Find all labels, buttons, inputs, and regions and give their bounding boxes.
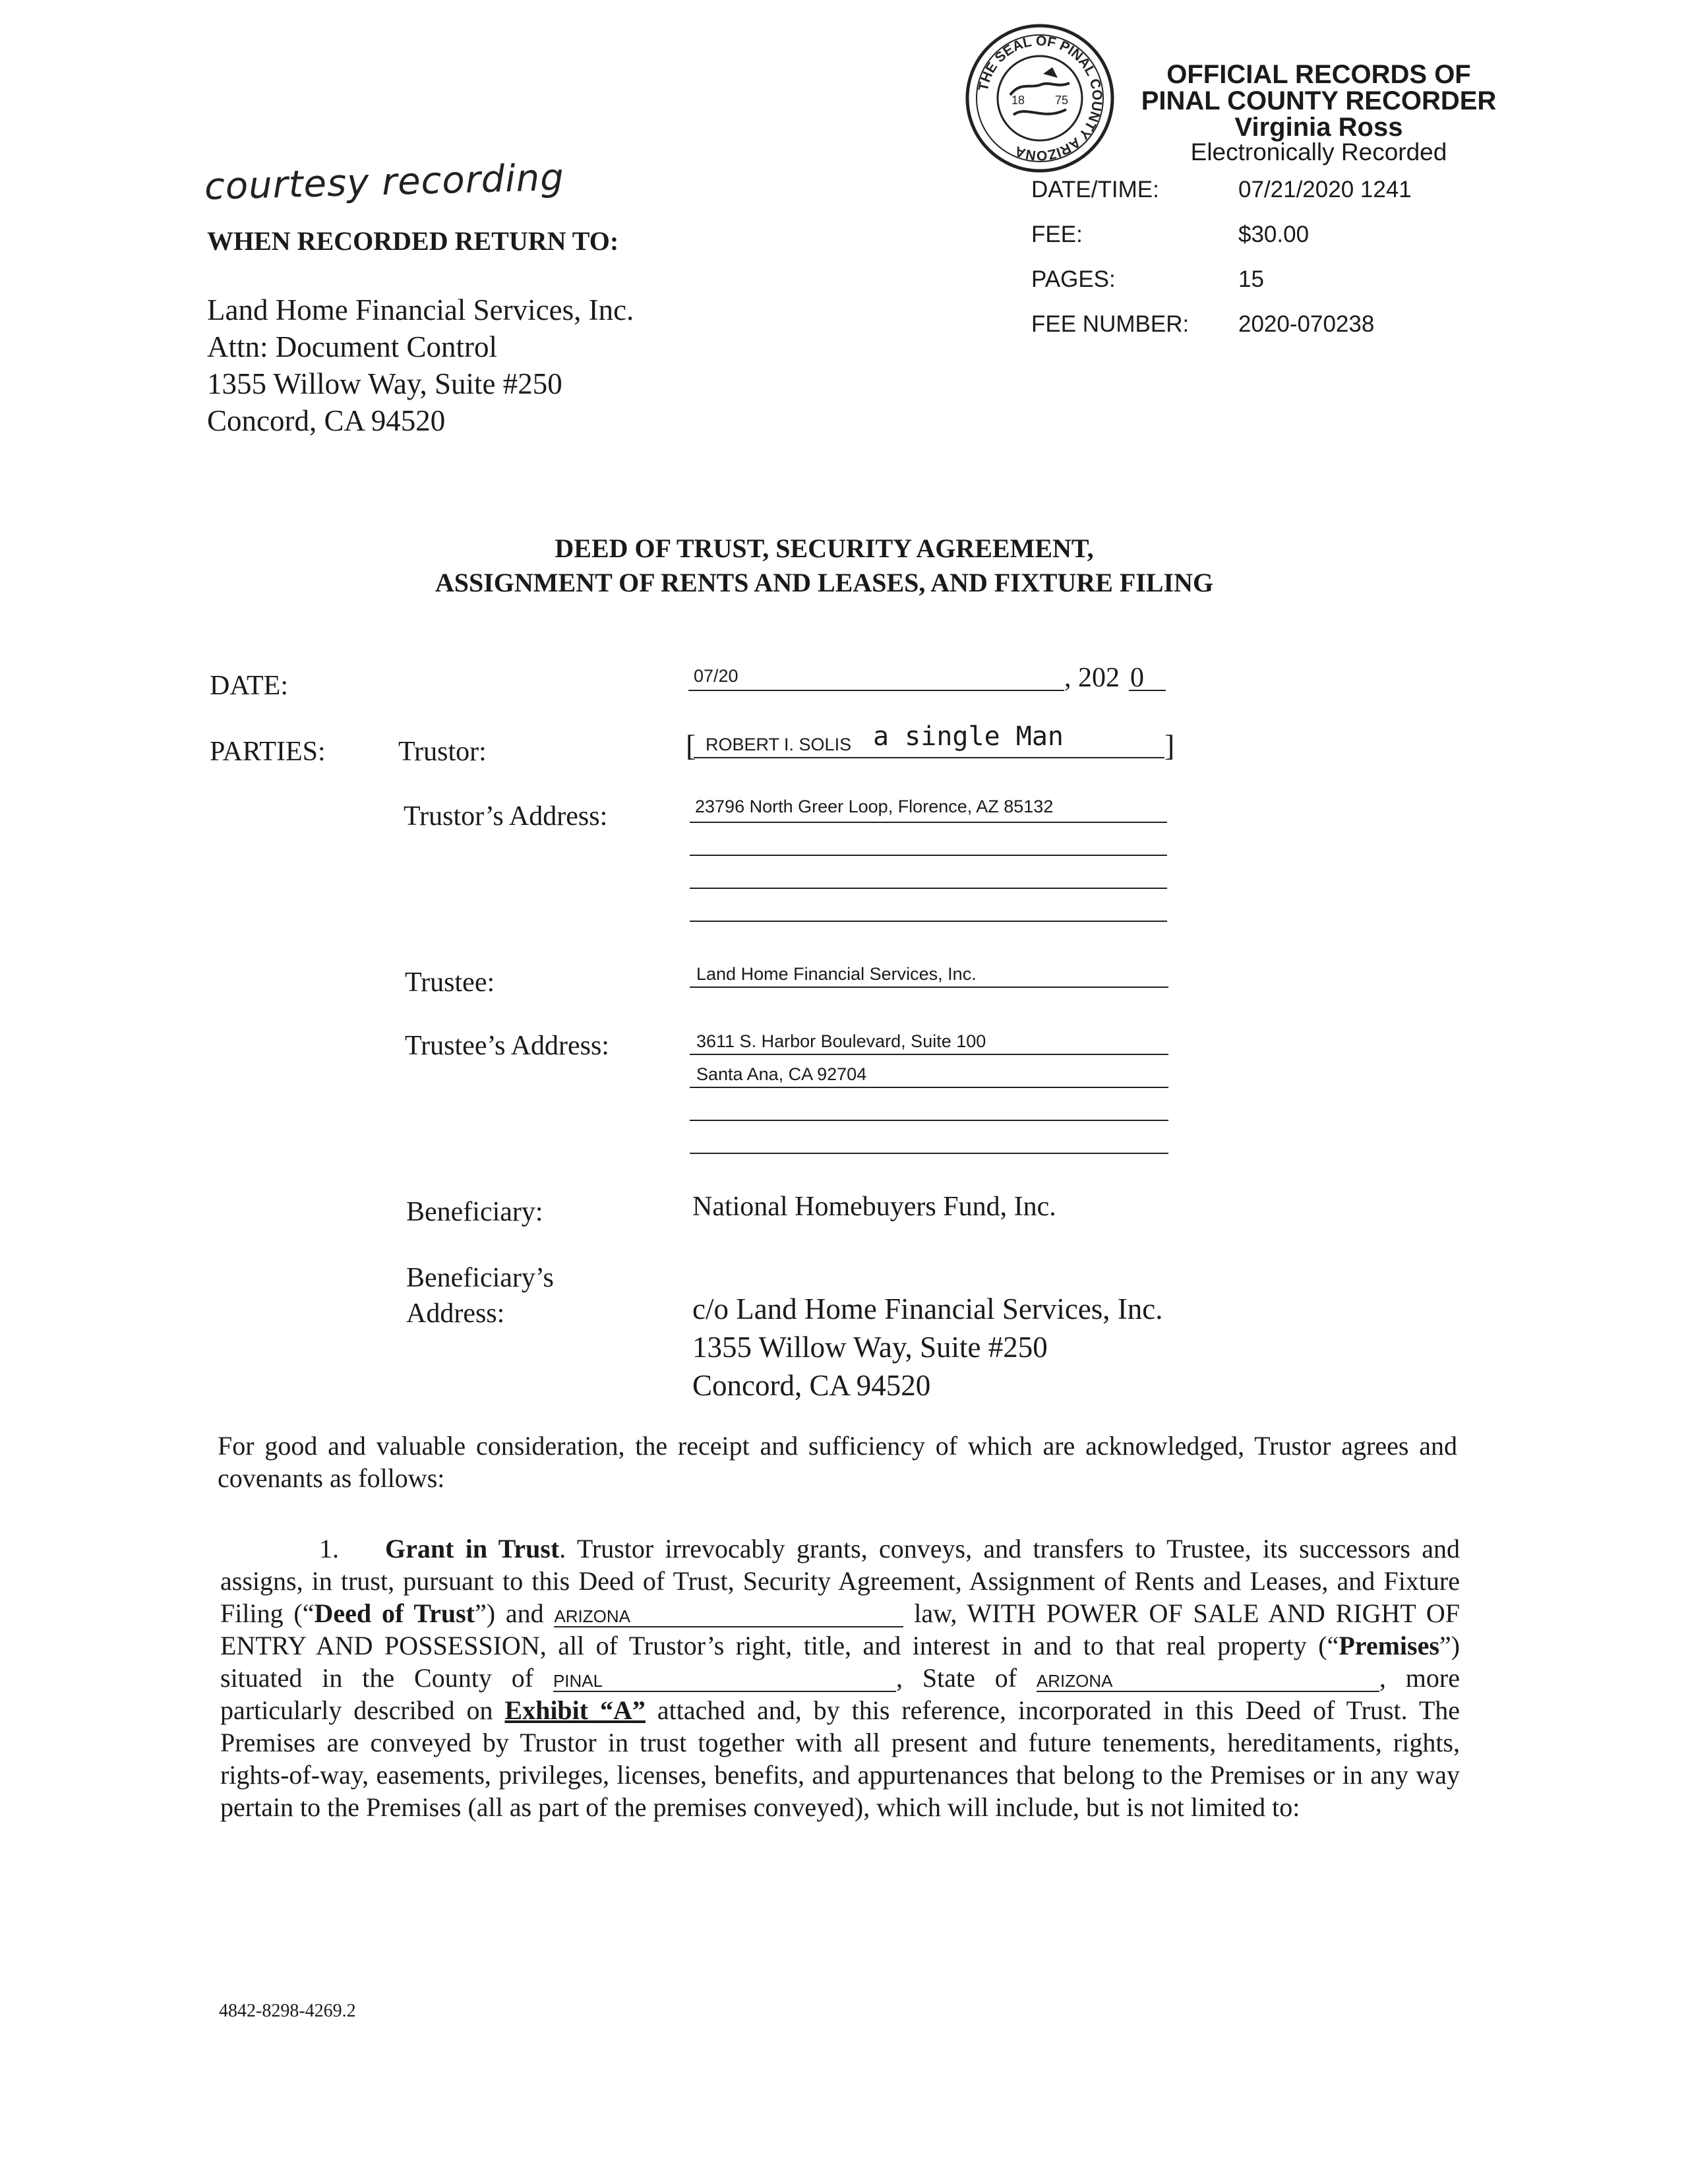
- return-to-heading: WHEN RECORDED RETURN TO:: [207, 226, 619, 256]
- trustee-address-line: [690, 1054, 1168, 1055]
- trustor-label: Trustor:: [398, 737, 487, 767]
- recorder-field-value: 15: [1238, 266, 1264, 292]
- trustee-line: [690, 986, 1168, 988]
- recorded-status: Electronically Recorded: [1190, 138, 1447, 166]
- defined-term-deed: Deed of Trust: [314, 1598, 475, 1628]
- defined-term-premises: Premises: [1339, 1631, 1439, 1660]
- return-to-line: 1355 Willow Way, Suite #250: [207, 367, 562, 400]
- recorder-field-label: PAGES:: [1031, 266, 1116, 292]
- trustee-address-line: [690, 1087, 1168, 1088]
- county-fill: PINAL: [553, 1671, 896, 1692]
- paragraph-text: . Trustor irrevocably grants, conveys, and transfers to Trustee, its successors and assigns, in trust, pursuant to this Deed of Trust, Security Agreement, Assignment of Rents and Leases, and Fixture Filing (“: [220, 1534, 1460, 1628]
- beneficiary-address-line: 1355 Willow Way, Suite #250: [692, 1331, 1048, 1364]
- document-title-line1: DEED OF TRUST, SECURITY AGREEMENT,: [555, 533, 1094, 563]
- section-number: 1.: [319, 1534, 339, 1563]
- trustor-typed: a single Man: [873, 721, 1064, 752]
- beneficiary-address-label: Beneficiary’s: [406, 1263, 554, 1293]
- seal-ring-text: THE SEAL OF PINAL COUNTY ARIZONA: [975, 33, 1105, 164]
- paragraph-text: law, WITH POWER OF SALE AND RIGHT OF ENTRY AND POSSESSION, all of Trustor’s right, title, and interest in and to that real property (“: [220, 1598, 1461, 1660]
- document-title-line2: ASSIGNMENT OF RENTS AND LEASES, AND FIXTURE FILING: [435, 568, 1214, 597]
- document-title: [264, 531, 1385, 600]
- paragraph-text: , more particularly described on: [220, 1663, 1460, 1725]
- trustor-line: [694, 757, 1164, 758]
- beneficiary-address-label: Address:: [406, 1298, 505, 1329]
- exhibit-a-reference: Exhibit “A”: [504, 1695, 646, 1725]
- trustee-address-fill: Santa Ana, CA 92704: [696, 1064, 867, 1084]
- trustee-address-line: [690, 1153, 1168, 1154]
- trustor-address-line: [690, 921, 1167, 922]
- date-label: DATE:: [210, 671, 288, 701]
- trustee-fill: Land Home Financial Services, Inc.: [696, 964, 977, 984]
- recorder-office-line2: PINAL COUNTY RECORDER: [1141, 86, 1497, 115]
- paragraph-text: attached and, by this reference, incorporated in this Deed of Trust. The Premises are conveyed by Trustor in trust together with all present and future tenements, hereditaments, rights, rights-of-way, easements, privileges, licenses, benefits, and appurtenances that belong to the Premises or in any way pertain to the Premises (all as part of the premises conveyed), which will include, but is not limited to:: [220, 1695, 1460, 1822]
- beneficiary-label: Beneficiary:: [406, 1197, 543, 1227]
- consideration-paragraph: For good and valuable consideration, the receipt and sufficiency of which are acknowledged, Trustor agrees and covenants as follows:: [218, 1431, 1457, 1493]
- recorder-name: Virginia Ross: [1234, 113, 1403, 142]
- date-line: [688, 690, 1064, 691]
- recorder-field-label: FEE:: [1031, 222, 1083, 247]
- trustor-address-fill: 23796 North Greer Loop, Florence, AZ 85132: [695, 797, 1054, 816]
- date-fill: 07/20: [694, 666, 738, 686]
- section-title: Grant in Trust: [385, 1534, 560, 1563]
- trustee-address-line: [690, 1120, 1168, 1121]
- state-fill: ARIZONA: [1037, 1671, 1379, 1692]
- paragraph-text: , State of: [895, 1663, 1037, 1693]
- seal-year-left: 18: [1011, 94, 1025, 107]
- beneficiary-address: [692, 1290, 1163, 1405]
- trustor-address-line: [690, 888, 1167, 889]
- law-fill: ARIZONA: [554, 1606, 903, 1627]
- year-line: [1129, 690, 1166, 691]
- recorder-field-value: $30.00: [1238, 222, 1310, 247]
- trustee-label: Trustee:: [405, 967, 495, 998]
- handwritten-note: courtesy recording: [204, 156, 565, 209]
- trustee-address-label: Trustee’s Address:: [405, 1031, 609, 1061]
- trustor-bracket-open: [: [686, 729, 696, 762]
- recorder-field-value: 2020-070238: [1238, 311, 1375, 337]
- paragraph-text: ”) situated in the County of: [220, 1631, 1460, 1693]
- beneficiary-address-line: Concord, CA 94520: [692, 1369, 931, 1402]
- parties-label: PARTIES:: [210, 737, 326, 767]
- grant-in-trust-paragraph: [220, 1532, 1460, 1823]
- recorder-field-value: 07/21/2020 1241: [1238, 177, 1412, 202]
- county-seal-icon: [964, 22, 1116, 174]
- beneficiary-value: National Homebuyers Fund, Inc.: [692, 1192, 1056, 1222]
- trustor-bracket-close: ]: [1164, 729, 1175, 762]
- return-to-line: Concord, CA 94520: [207, 404, 446, 437]
- recorder-field-label: FEE NUMBER:: [1031, 311, 1190, 337]
- seal-year-right: 75: [1055, 94, 1069, 107]
- trustor-address-label: Trustor’s Address:: [404, 801, 608, 832]
- return-to-line: Land Home Financial Services, Inc.: [207, 293, 634, 326]
- trustor-address-line: [690, 822, 1167, 823]
- recorder-field-label: DATE/TIME:: [1031, 177, 1159, 202]
- recorder-office-line1: OFFICIAL RECORDS OF: [1166, 60, 1471, 89]
- footer-doc-id: 4842-8298-4269.2: [219, 2001, 356, 2021]
- beneficiary-address-line: c/o Land Home Financial Services, Inc.: [692, 1292, 1163, 1325]
- year-fill: 0: [1130, 663, 1144, 693]
- year-prefix: , 202: [1064, 663, 1120, 693]
- trustor-address-line: [690, 855, 1167, 856]
- return-to-address: [207, 291, 634, 439]
- paragraph-text: ”) and: [474, 1598, 555, 1628]
- trustee-address-fill: 3611 S. Harbor Boulevard, Suite 100: [696, 1031, 986, 1051]
- return-to-line: Attn: Document Control: [207, 330, 497, 363]
- trustor-fill: ROBERT I. SOLIS: [706, 735, 852, 754]
